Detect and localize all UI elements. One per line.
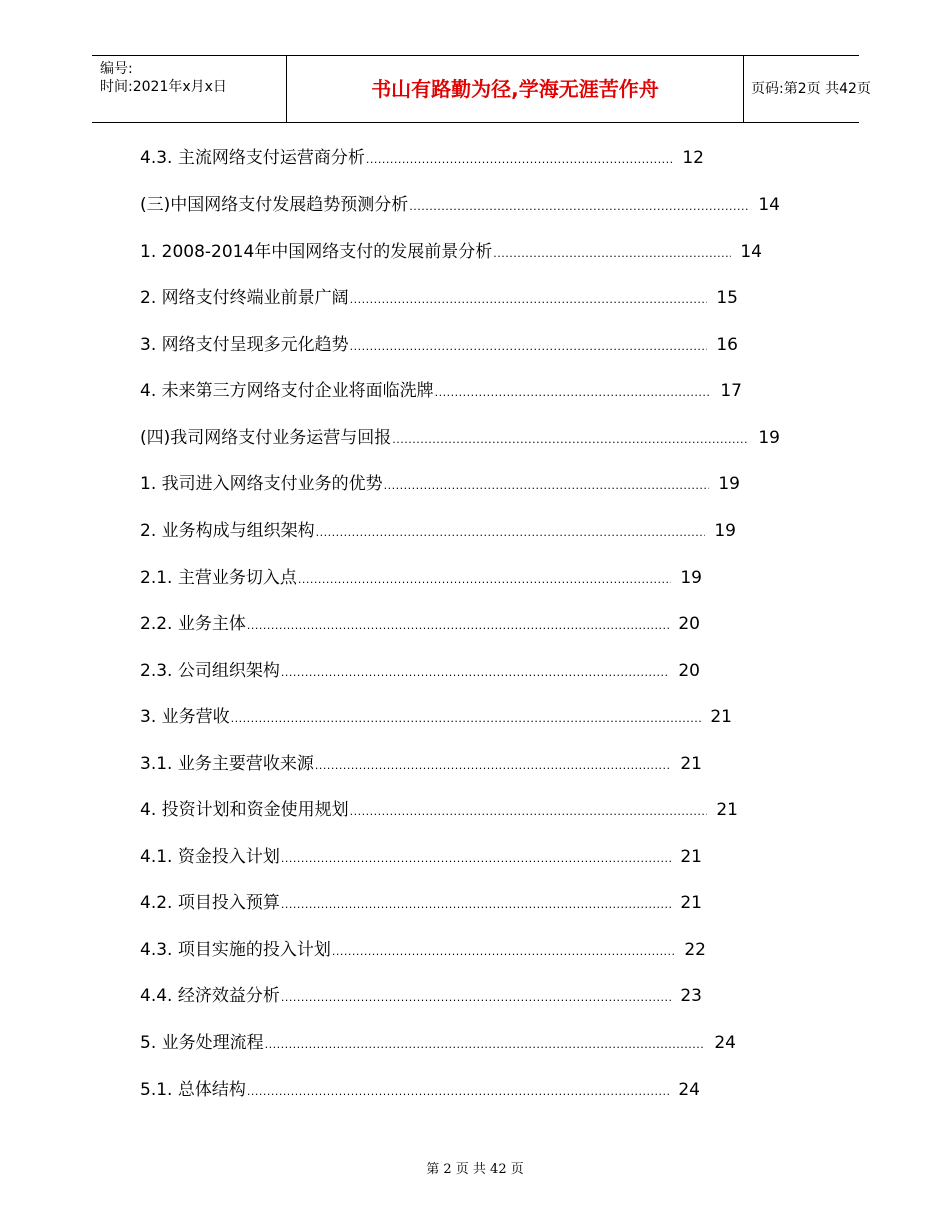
toc-leader-dots xyxy=(247,614,670,638)
toc-entry-page: 15 xyxy=(716,288,738,308)
toc-entry-title: 3. 网络支付呈现多元化趋势 xyxy=(140,335,349,355)
toc-entry-page: 19 xyxy=(758,428,780,448)
toc-entry-title: 3. 业务营收 xyxy=(140,707,230,727)
toc-entry-page: 12 xyxy=(682,148,704,168)
toc-entry-page: 19 xyxy=(718,474,740,494)
toc-entry-title: 4.1. 资金投入计划 xyxy=(140,847,280,867)
toc-leader-dots xyxy=(493,242,731,266)
toc-entry[interactable] xyxy=(140,845,702,869)
toc-leader-dots xyxy=(281,893,672,917)
toc-entry[interactable] xyxy=(140,193,780,217)
toc-leader-dots xyxy=(247,1080,670,1104)
toc-entry-page: 21 xyxy=(680,754,702,774)
toc-entry-page: 21 xyxy=(680,847,702,867)
toc-entry[interactable] xyxy=(140,472,740,496)
toc-entry-page: 17 xyxy=(720,381,742,401)
toc-entry-page: 22 xyxy=(684,940,706,960)
toc-entry[interactable] xyxy=(140,240,762,264)
toc-entry-page: 24 xyxy=(678,1080,700,1100)
toc-entry-title: 4.3. 主流网络支付运营商分析 xyxy=(140,148,365,168)
toc-entry-page: 21 xyxy=(680,893,702,913)
toc-leader-dots xyxy=(231,707,702,731)
toc-entry-title: 4.4. 经济效益分析 xyxy=(140,986,280,1006)
toc-leader-dots xyxy=(281,847,672,871)
toc-entry-title: (三)中国网络支付发展趋势预测分析 xyxy=(140,195,409,215)
toc-entry[interactable] xyxy=(140,798,738,822)
toc-entry[interactable] xyxy=(140,1078,700,1102)
toc-leader-dots xyxy=(298,568,672,592)
toc-leader-dots xyxy=(350,288,708,312)
page-footer: 第 2 页 共 42 页 xyxy=(426,1162,524,1177)
toc-leader-dots xyxy=(332,940,676,964)
toc-leader-dots xyxy=(350,800,708,824)
toc-leader-dots xyxy=(281,661,670,685)
toc-entry[interactable] xyxy=(140,938,706,962)
motto-text: 书山有路勤为径,学海无涯苦作舟 xyxy=(371,77,659,101)
toc-entry-page: 14 xyxy=(758,195,780,215)
toc-entry[interactable] xyxy=(140,891,702,915)
toc-leader-dots xyxy=(265,1033,706,1057)
toc-entry[interactable] xyxy=(140,612,700,636)
toc-leader-dots xyxy=(435,381,712,405)
toc-entry-title: 2.3. 公司组织架构 xyxy=(140,661,280,681)
toc-entry-title: 3.1. 业务主要营收来源 xyxy=(140,754,314,774)
toc-entry-title: 2.1. 主营业务切入点 xyxy=(140,568,297,588)
toc-entry-title: 4. 未来第三方网络支付企业将面临洗牌 xyxy=(140,381,434,401)
toc-entry-title: 4.2. 项目投入预算 xyxy=(140,893,280,913)
toc-entry[interactable] xyxy=(140,566,702,590)
toc-entry-page: 23 xyxy=(680,986,702,1006)
toc-entry[interactable] xyxy=(140,659,700,683)
toc-entry-title: 2.2. 业务主体 xyxy=(140,614,246,634)
toc-leader-dots xyxy=(315,754,672,778)
toc-entry[interactable] xyxy=(140,1031,736,1055)
toc-entry[interactable] xyxy=(140,705,732,729)
toc-entry-title: 4. 投资计划和资金使用规划 xyxy=(140,800,349,820)
toc-leader-dots xyxy=(281,986,672,1010)
toc-leader-dots xyxy=(350,335,708,359)
toc-entry[interactable] xyxy=(140,752,702,776)
toc-entry[interactable] xyxy=(140,379,742,403)
toc-entry-page: 14 xyxy=(740,242,762,262)
document-number-label: 编号: xyxy=(100,61,133,77)
toc-leader-dots xyxy=(392,428,749,452)
toc-leader-dots xyxy=(409,195,749,219)
toc-entry-title: (四)我司网络支付业务运营与回报 xyxy=(140,428,392,448)
toc-entry-page: 21 xyxy=(710,707,732,727)
toc-entry[interactable] xyxy=(140,333,738,357)
toc-entry-title: 2. 业务构成与组织架构 xyxy=(140,521,315,541)
toc-entry[interactable] xyxy=(140,984,702,1008)
toc-entry-page: 21 xyxy=(716,800,738,820)
toc-entry-title: 1. 我司进入网络支付业务的优势 xyxy=(140,474,383,494)
toc-entry-page: 19 xyxy=(714,521,736,541)
toc-leader-dots xyxy=(316,521,706,545)
header-page-info: 页码:第2页 共42页 xyxy=(751,81,871,97)
toc-entry-title: 2. 网络支付终端业前景广阔 xyxy=(140,288,349,308)
toc-entry[interactable] xyxy=(140,286,738,310)
toc-entry-page: 20 xyxy=(678,614,700,634)
toc-entry[interactable] xyxy=(140,146,704,170)
document-time-label: 时间:2021年x月x日 xyxy=(100,79,227,95)
toc-entry-page: 16 xyxy=(716,335,738,355)
toc-entry-page: 24 xyxy=(714,1033,736,1053)
toc-entry-page: 20 xyxy=(678,661,700,681)
toc-leader-dots xyxy=(366,148,674,172)
toc-entry-title: 5. 业务处理流程 xyxy=(140,1033,264,1053)
toc-entry-title: 4.3. 项目实施的投入计划 xyxy=(140,940,331,960)
toc-leader-dots xyxy=(384,474,710,498)
toc-entry-page: 19 xyxy=(680,568,702,588)
toc-entry-title: 1. 2008-2014年中国网络支付的发展前景分析 xyxy=(140,242,493,262)
toc-entry-title: 5.1. 总体结构 xyxy=(140,1080,246,1100)
toc-entry[interactable] xyxy=(140,519,736,543)
toc-entry[interactable] xyxy=(140,426,780,450)
